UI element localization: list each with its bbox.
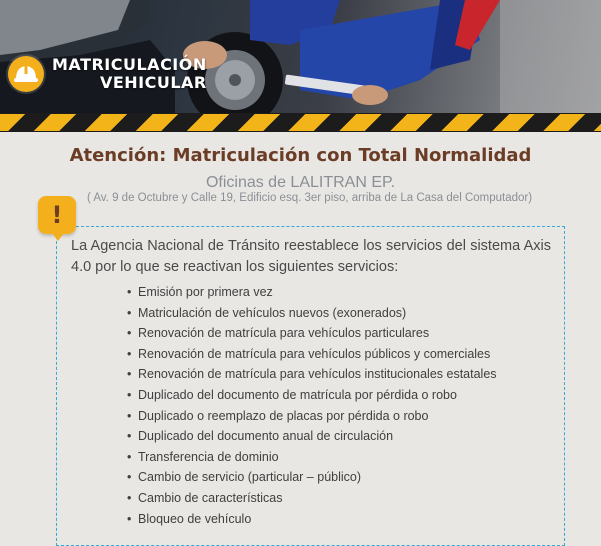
caution-stripe-divider bbox=[0, 113, 601, 132]
services-list bbox=[127, 282, 497, 529]
service-item: • Matriculación de vehículos nuevos (exonerados) bbox=[127, 303, 497, 324]
banner-title-line2: VEHICULAR bbox=[99, 73, 207, 92]
service-item: • Emisión por primera vez bbox=[127, 282, 497, 303]
service-item: • Transferencia de dominio bbox=[127, 447, 497, 468]
service-item: • Renovación de matrícula para vehículos institucionales estatales bbox=[127, 364, 497, 385]
service-item: • Cambio de servicio (particular – público) bbox=[127, 467, 497, 488]
banner-title-line1: MATRICULACIÓN bbox=[52, 55, 207, 74]
office-address: ( Av. 9 de Octubre y Calle 19, Edificio esq. 3er piso, arriba de La Casa del Computador) bbox=[86, 192, 533, 204]
office-name: Oficinas de LALITRAN EP. bbox=[205, 174, 396, 191]
service-item: • Duplicado del documento de matrícula por pérdida o robo bbox=[127, 385, 497, 406]
announcement-headline: Atención: Matriculación con Total Normalidad bbox=[69, 145, 532, 166]
service-item: • Duplicado del documento anual de circulación bbox=[127, 426, 497, 447]
service-item: • Renovación de matrícula para vehículos particulares bbox=[127, 323, 497, 344]
service-item: • Bloqueo de vehículo bbox=[127, 509, 497, 530]
helmet-icon bbox=[8, 56, 44, 92]
banner-badge bbox=[8, 56, 207, 92]
service-item: • Cambio de características bbox=[127, 488, 497, 509]
hero-photo-banner bbox=[0, 0, 601, 113]
service-item: • Renovación de matrícula para vehículos públicos y comerciales bbox=[127, 344, 497, 365]
exclamation-icon: ! bbox=[38, 196, 76, 234]
services-intro-text: La Agencia Nacional de Tránsito reestablece los servicios del sistema Axis 4.0 por lo que se reactivan los siguientes servicios: bbox=[71, 238, 551, 275]
service-item: • Duplicado o reemplazo de placas por pérdida o robo bbox=[127, 406, 497, 427]
